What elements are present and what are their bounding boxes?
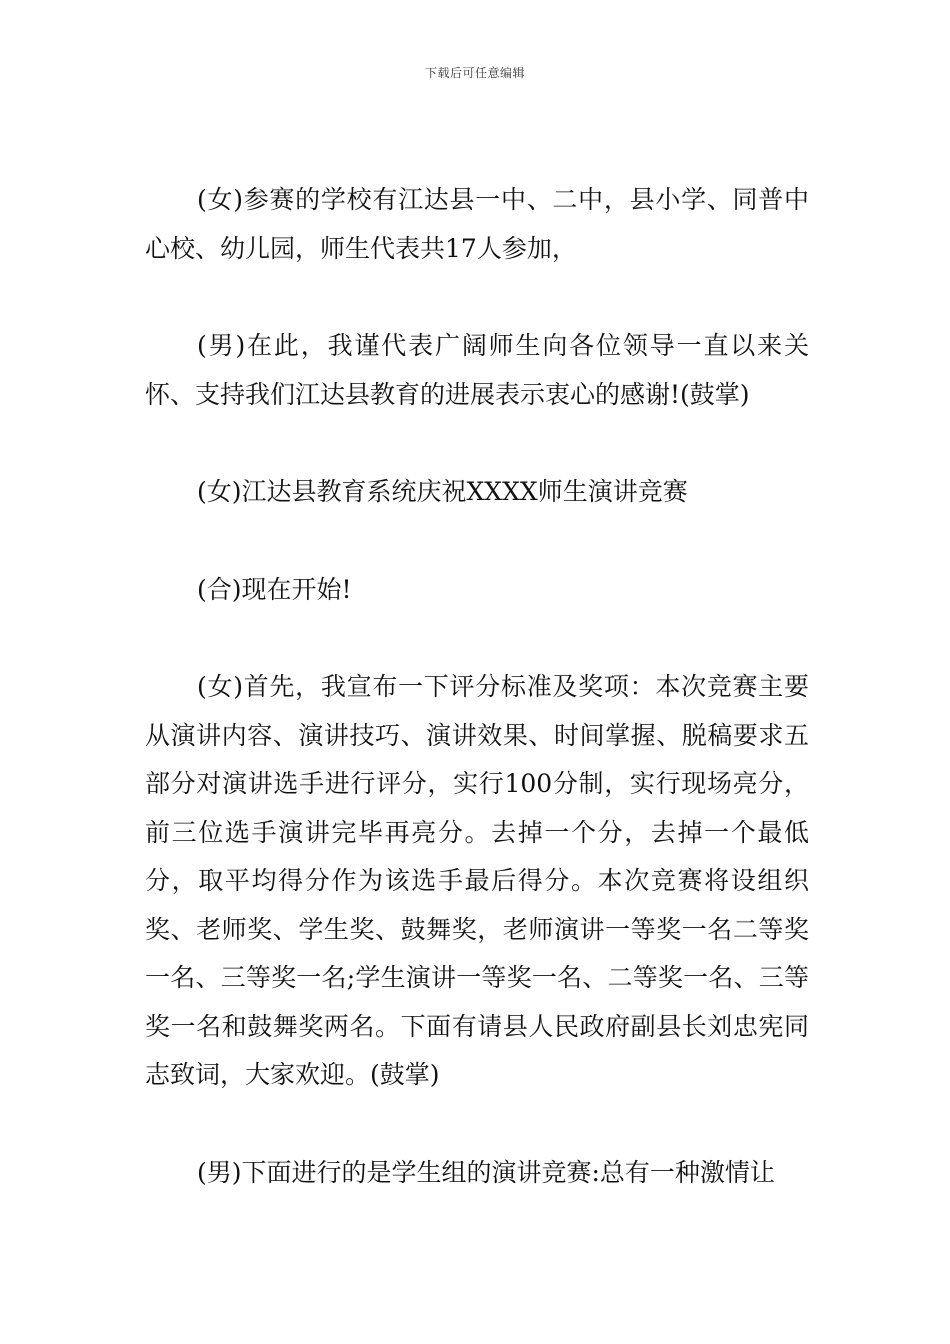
paragraph-male-thanks: (男)在此，我谨代表广阔师生向各位领导一直以来关怀、支持我们江达县教育的进展表示衷心的感谢!(鼓掌) [145, 331, 809, 409]
page-header: 下载后可任意编辑 [424, 66, 525, 80]
paragraph-female-participants: (女)参赛的学校有江达县一中、二中，县小学、同普中心校、幼儿园，师生代表共17人参加， [145, 185, 809, 263]
paragraph-together-start: (合)现在开始! [197, 574, 352, 604]
document-body [145, 176, 809, 1246]
paragraph-male-student-group: (男)下面进行的是学生组的演讲竞赛:总有一种激情让 [197, 1157, 775, 1187]
paragraph-female-scoring-rules: (女)首先，我宣布一下评分标准及奖项：本次竞赛主要从演讲内容、演讲技巧、演讲效果、时间掌握、脱稿要求五部分对演讲选手进行评分，实行100分制，实行现场亮分，前三位选手演讲完毕再亮分。去掉一个分，去掉一个最低分，取平均得分作为该选手最后得分。本次竞赛将设组织奖、老师奖、学生奖、鼓舞奖，老师演讲一等奖一名二等奖一名、三等奖一名;学生演讲一等奖一名、二等奖一名、三等奖一名和鼓舞奖两名。下面有请县人民政府副县长刘忠宪同志致词，大家欢迎。(鼓掌) [145, 672, 809, 1089]
paragraph-female-title: (女)江达县教育系统庆祝XXXX师生演讲竞赛 [197, 477, 688, 506]
